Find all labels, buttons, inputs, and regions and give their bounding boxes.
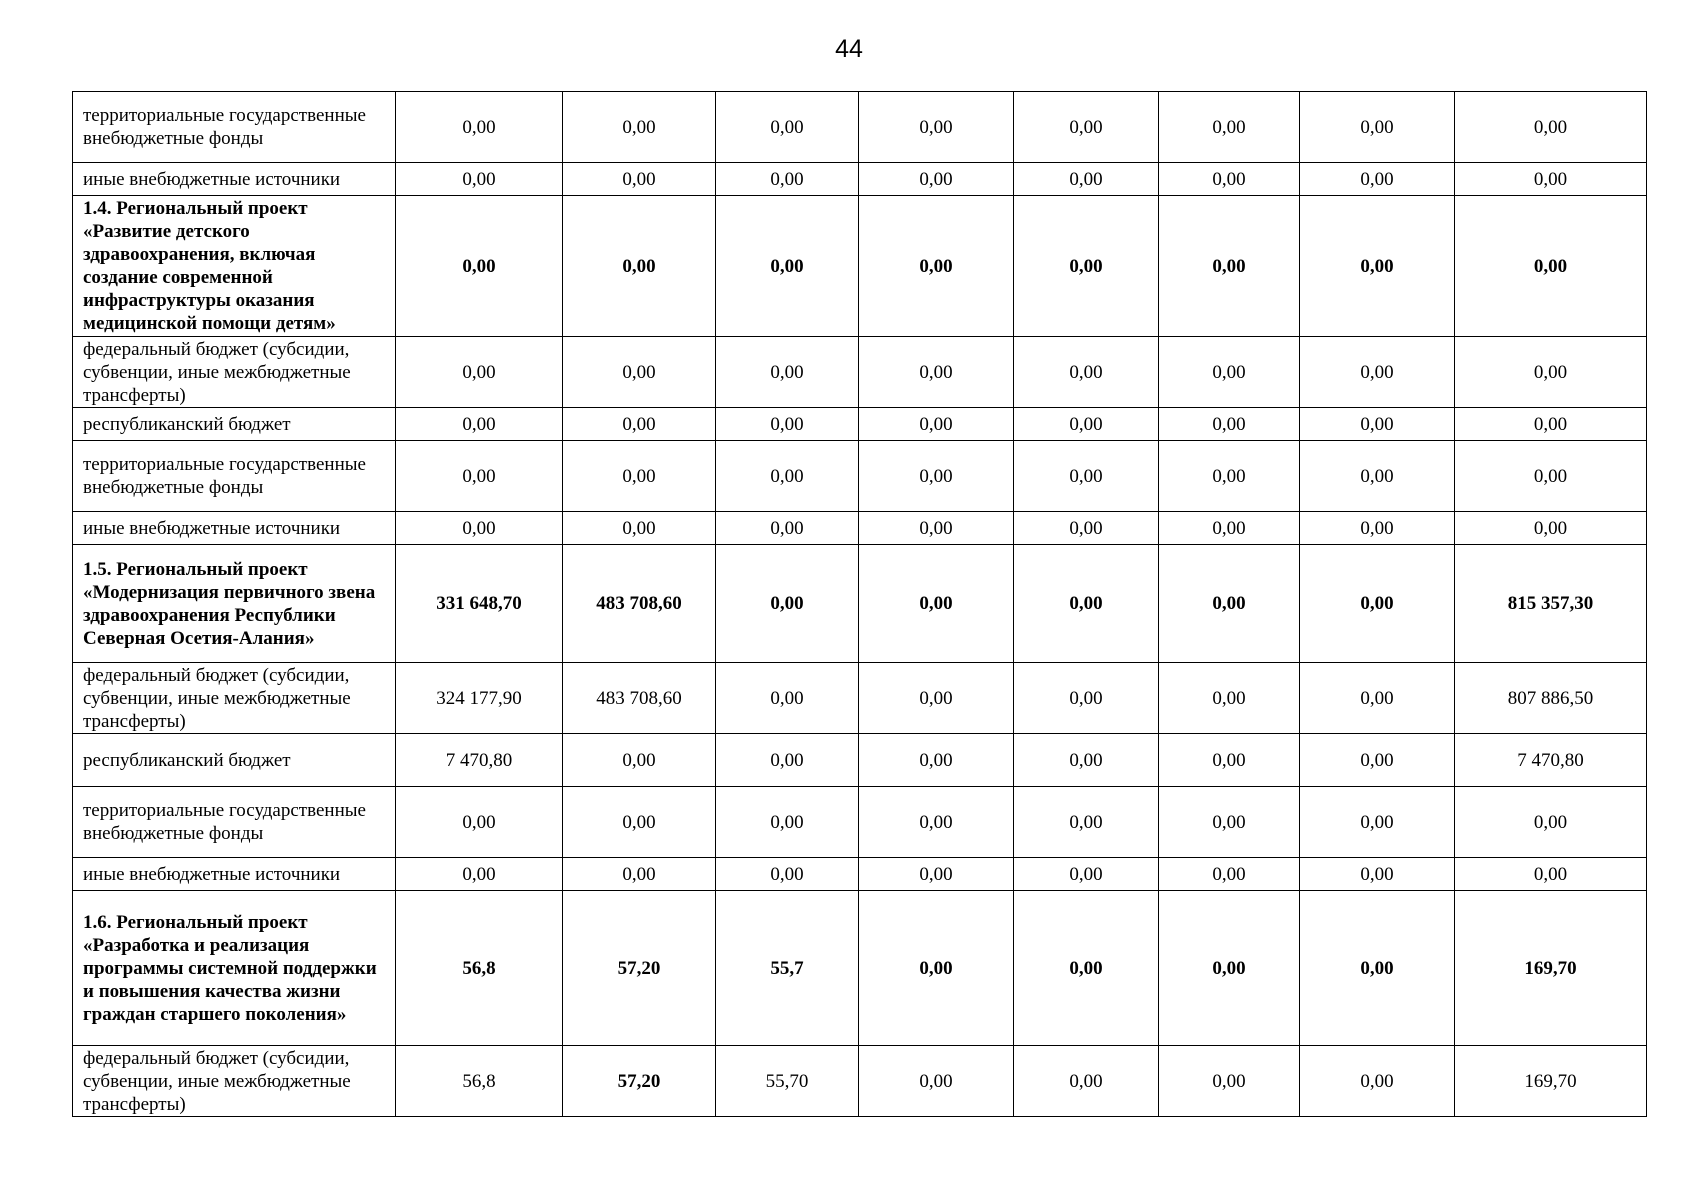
cell-value: 0,00	[1300, 1046, 1455, 1117]
row-label: территориальные государственные внебюджетные фонды	[73, 92, 396, 163]
page-number: 44	[835, 35, 863, 63]
cell-value: 0,00	[563, 337, 716, 408]
cell-value: 0,00	[396, 787, 563, 858]
cell-value: 0,00	[1014, 858, 1159, 891]
cell-value: 0,00	[716, 441, 859, 512]
cell-value: 0,00	[1455, 512, 1647, 545]
cell-value: 0,00	[396, 92, 563, 163]
cell-value: 0,00	[716, 787, 859, 858]
table-row	[73, 163, 1647, 196]
cell-value: 0,00	[1159, 545, 1300, 663]
cell-value: 0,00	[1014, 787, 1159, 858]
cell-value: 0,00	[1300, 337, 1455, 408]
row-label: иные внебюджетные источники	[73, 163, 396, 196]
row-label: федеральный бюджет (субсидии, субвенции, иные межбюджетные трансферты)	[73, 663, 396, 734]
cell-value: 0,00	[1300, 787, 1455, 858]
cell-value: 0,00	[859, 1046, 1014, 1117]
table-row	[73, 92, 1647, 163]
cell-value: 55,70	[716, 1046, 859, 1117]
cell-value: 0,00	[1159, 163, 1300, 196]
cell-value: 0,00	[716, 858, 859, 891]
cell-value: 0,00	[1159, 787, 1300, 858]
row-label: республиканский бюджет	[73, 734, 396, 787]
cell-value: 483 708,60	[563, 663, 716, 734]
cell-value: 0,00	[716, 512, 859, 545]
cell-value: 0,00	[1159, 512, 1300, 545]
cell-value: 0,00	[563, 787, 716, 858]
table-row-project	[73, 196, 1647, 337]
cell-value: 0,00	[1159, 1046, 1300, 1117]
cell-value: 0,00	[563, 408, 716, 441]
cell-value: 57,20	[563, 1046, 716, 1117]
cell-value: 0,00	[1014, 1046, 1159, 1117]
cell-value: 0,00	[1159, 734, 1300, 787]
cell-value: 0,00	[1455, 787, 1647, 858]
cell-value: 0,00	[563, 163, 716, 196]
row-label: иные внебюджетные источники	[73, 512, 396, 545]
cell-value: 0,00	[563, 512, 716, 545]
cell-value: 0,00	[716, 196, 859, 337]
cell-value: 483 708,60	[563, 545, 716, 663]
cell-value: 0,00	[859, 512, 1014, 545]
cell-value: 0,00	[716, 545, 859, 663]
cell-value: 0,00	[1455, 92, 1647, 163]
cell-value: 0,00	[563, 441, 716, 512]
cell-value: 0,00	[859, 787, 1014, 858]
cell-value: 0,00	[1014, 408, 1159, 441]
cell-value: 0,00	[1455, 441, 1647, 512]
cell-value: 0,00	[1014, 663, 1159, 734]
cell-value: 0,00	[859, 408, 1014, 441]
cell-value: 0,00	[396, 163, 563, 196]
cell-value: 0,00	[1455, 337, 1647, 408]
table-row	[73, 787, 1647, 858]
cell-value: 0,00	[716, 92, 859, 163]
cell-value: 0,00	[396, 408, 563, 441]
row-label: федеральный бюджет (субсидии, субвенции, иные межбюджетные трансферты)	[73, 1046, 396, 1117]
cell-value: 0,00	[1300, 512, 1455, 545]
row-label: республиканский бюджет	[73, 408, 396, 441]
cell-value: 0,00	[396, 858, 563, 891]
row-label: 1.6. Региональный проект «Разработка и реализация программы системной поддержки и повышения качества жизни граждан старшего поколения»	[73, 891, 396, 1046]
cell-value: 0,00	[1014, 891, 1159, 1046]
table-row-project	[73, 545, 1647, 663]
cell-value: 0,00	[396, 441, 563, 512]
cell-value: 0,00	[1300, 408, 1455, 441]
cell-value: 0,00	[1014, 734, 1159, 787]
cell-value: 0,00	[396, 337, 563, 408]
table-row	[73, 337, 1647, 408]
row-label: территориальные государственные внебюджетные фонды	[73, 441, 396, 512]
table-row	[73, 663, 1647, 734]
cell-value: 0,00	[1159, 92, 1300, 163]
table-row	[73, 858, 1647, 891]
table-row	[73, 512, 1647, 545]
cell-value: 0,00	[716, 734, 859, 787]
cell-value: 0,00	[563, 92, 716, 163]
cell-value: 56,8	[396, 1046, 563, 1117]
cell-value: 0,00	[1159, 858, 1300, 891]
cell-value: 815 357,30	[1455, 545, 1647, 663]
cell-value: 0,00	[1014, 441, 1159, 512]
cell-value: 0,00	[859, 858, 1014, 891]
cell-value: 0,00	[859, 891, 1014, 1046]
cell-value: 331 648,70	[396, 545, 563, 663]
row-label: иные внебюджетные источники	[73, 858, 396, 891]
cell-value: 0,00	[1159, 663, 1300, 734]
cell-value: 0,00	[1014, 337, 1159, 408]
cell-value: 0,00	[396, 512, 563, 545]
cell-value: 0,00	[716, 163, 859, 196]
cell-value: 0,00	[1159, 408, 1300, 441]
cell-value: 0,00	[1159, 441, 1300, 512]
cell-value: 55,7	[716, 891, 859, 1046]
cell-value: 0,00	[1159, 337, 1300, 408]
cell-value: 0,00	[1455, 196, 1647, 337]
cell-value: 169,70	[1455, 1046, 1647, 1117]
cell-value: 0,00	[1300, 858, 1455, 891]
row-label: 1.4. Региональный проект «Развитие детского здравоохранения, включая создание современной инфраструктуры оказания медицинской помощи детям»	[73, 196, 396, 337]
cell-value: 0,00	[859, 734, 1014, 787]
cell-value: 0,00	[859, 337, 1014, 408]
cell-value: 0,00	[1014, 512, 1159, 545]
cell-value: 0,00	[1014, 545, 1159, 663]
cell-value: 57,20	[563, 891, 716, 1046]
cell-value: 0,00	[1300, 441, 1455, 512]
cell-value: 0,00	[563, 196, 716, 337]
cell-value: 0,00	[1300, 545, 1455, 663]
cell-value: 0,00	[1014, 92, 1159, 163]
cell-value: 169,70	[1455, 891, 1647, 1046]
cell-value: 0,00	[859, 196, 1014, 337]
cell-value: 7 470,80	[1455, 734, 1647, 787]
cell-value: 0,00	[1300, 734, 1455, 787]
cell-value: 0,00	[859, 163, 1014, 196]
cell-value: 0,00	[1300, 92, 1455, 163]
cell-value: 324 177,90	[396, 663, 563, 734]
table-row	[73, 1046, 1647, 1117]
row-label: федеральный бюджет (субсидии, субвенции, иные межбюджетные трансферты)	[73, 337, 396, 408]
cell-value: 0,00	[1300, 663, 1455, 734]
cell-value: 0,00	[1300, 196, 1455, 337]
table-row	[73, 408, 1647, 441]
cell-value: 0,00	[716, 408, 859, 441]
cell-value: 0,00	[1014, 163, 1159, 196]
cell-value: 0,00	[1014, 196, 1159, 337]
cell-value: 0,00	[1159, 196, 1300, 337]
cell-value: 807 886,50	[1455, 663, 1647, 734]
cell-value: 0,00	[716, 337, 859, 408]
cell-value: 0,00	[1455, 408, 1647, 441]
cell-value: 0,00	[716, 663, 859, 734]
cell-value: 0,00	[1159, 891, 1300, 1046]
cell-value: 0,00	[859, 92, 1014, 163]
cell-value: 0,00	[859, 663, 1014, 734]
table-row-project	[73, 891, 1647, 1046]
cell-value: 56,8	[396, 891, 563, 1046]
row-label: 1.5. Региональный проект «Модернизация первичного звена здравоохранения Республики Северная Осетия-Алания»	[73, 545, 396, 663]
table-row	[73, 441, 1647, 512]
cell-value: 7 470,80	[396, 734, 563, 787]
cell-value: 0,00	[1300, 891, 1455, 1046]
cell-value: 0,00	[1455, 163, 1647, 196]
cell-value: 0,00	[563, 734, 716, 787]
budget-table	[72, 91, 1647, 1117]
cell-value: 0,00	[1455, 858, 1647, 891]
cell-value: 0,00	[859, 441, 1014, 512]
cell-value: 0,00	[396, 196, 563, 337]
cell-value: 0,00	[859, 545, 1014, 663]
table-row	[73, 734, 1647, 787]
cell-value: 0,00	[1300, 163, 1455, 196]
cell-value: 0,00	[563, 858, 716, 891]
row-label: территориальные государственные внебюджетные фонды	[73, 787, 396, 858]
